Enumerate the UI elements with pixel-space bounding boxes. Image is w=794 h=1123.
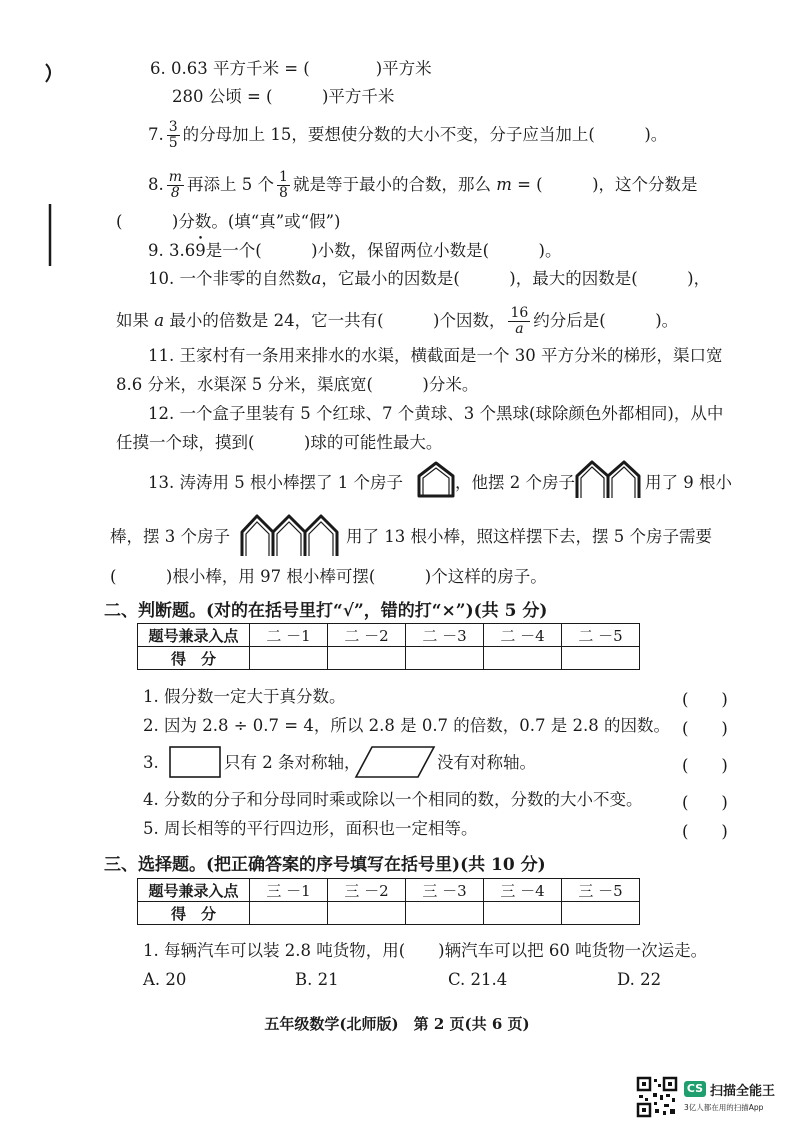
camscanner-tagline: 3亿人都在用的扫描App <box>684 1103 764 1112</box>
q8-line2: ( )分数。(填“真”或“假”) <box>116 212 341 231</box>
q7-frac-num: 3 <box>168 119 178 135</box>
section3-score-cell[interactable] <box>406 902 484 925</box>
section3-score-cell[interactable] <box>562 902 640 925</box>
section2-score-cell[interactable] <box>250 647 328 670</box>
q9-post: 是一个( )小数，保留两位小数是( )。 <box>205 241 562 260</box>
q10-text-a: 10. 一个非零的自然数 <box>148 269 312 288</box>
q10-text-b: ，它最小的因数是( )，最大的因数是( )， <box>321 269 711 288</box>
choice-option-b[interactable]: B. 21 <box>295 970 339 989</box>
q12-line1: 12. 一个盒子里装有 5 个红球、7 个黄球、3 个黑球(球除颜色外都相同)，从中 <box>148 404 724 423</box>
camscanner-brand: 扫描全能王 <box>710 1084 776 1099</box>
q13-text-d: 棒，摆 3 个房子 <box>110 527 230 546</box>
section3-score-cell[interactable] <box>328 902 406 925</box>
q12-line2: 任摸一个球，摸到( )球的可能性最大。 <box>116 433 443 452</box>
q8-frac1-den: 8 <box>170 185 180 201</box>
judge-answer-4[interactable]: ( ) <box>682 793 728 812</box>
q11-line1: 11. 王家村有一条用来排水的水渠，横截面是一个 30 平方分米的梯形，渠口宽 <box>148 346 723 365</box>
q13-text-a: 13. 涛涛用 5 根小棒摆了 1 个房子 <box>148 473 403 492</box>
section2-title: 二、判断题。(对的在括号里打“√”，错的打“×”)(共 5 分) <box>104 601 548 621</box>
q11-line2: 8.6 分米，水渠深 5 分米，渠底宽( )分米。 <box>116 375 479 394</box>
section3-score-cell[interactable] <box>250 902 328 925</box>
house-3-figure <box>238 512 342 558</box>
judge-item-5: 5. 周长相等的平行四边形，面积也一定相等。 <box>143 819 478 838</box>
judge-item-4: 4. 分数的分子和分母同时乘或除以一个相同的数，分数的大小不变。 <box>143 790 643 809</box>
section3-table-header: 题号兼录入点 <box>138 879 250 902</box>
q6-line1: 6. 0.63 平方千米 = ( )平方米 <box>150 59 432 78</box>
q10-line2 <box>116 306 678 337</box>
section3-col-5: 三 －5 <box>562 879 640 902</box>
q8-var: m <box>496 175 512 194</box>
rectangle-figure <box>168 745 222 779</box>
section2-table-header: 题号兼录入点 <box>138 624 250 647</box>
q10-line1 <box>148 268 710 290</box>
q10-frac-num: 16 <box>510 305 529 321</box>
judge-answer-5[interactable]: ( ) <box>682 822 728 841</box>
camscanner-logo-icon: CS <box>684 1081 706 1097</box>
q9 <box>148 240 561 262</box>
q7-text: 的分母加上 15，要想使分数的大小不变，分子应当加上( )。 <box>182 125 668 144</box>
q13-text-e: 用了 13 根小棒，照这样摆下去，摆 5 个房子需要 <box>346 527 712 546</box>
q7 <box>148 120 667 151</box>
q10-frac-den: a <box>515 321 524 337</box>
q9-pre: 9. 3.6 <box>148 241 196 260</box>
judge-item-2: 2. 因为 2.8 ÷ 0.7 = 4，所以 2.8 是 0.7 的倍数，0.7 是 2.8 的因数。 <box>143 716 671 735</box>
section2-score-cell[interactable] <box>562 647 640 670</box>
q8-text-c: = ( )，这个分数是 <box>517 175 698 194</box>
q6-line2: 280 公顷 = ( )平方千米 <box>172 87 395 106</box>
q8-text-b: 就是等于最小的合数，那么 <box>292 175 491 194</box>
q13-line3: ( )根小棒，用 97 根小棒可摆( )个这样的房子。 <box>110 567 547 586</box>
judge-answer-2[interactable]: ( ) <box>682 719 728 738</box>
judge-answer-1[interactable]: ( ) <box>682 690 728 709</box>
q7-num: 7. <box>148 125 164 144</box>
section3-score-cell[interactable] <box>484 902 562 925</box>
q10-fraction <box>508 306 530 337</box>
section2-score-cell[interactable] <box>406 647 484 670</box>
q10-text-d: 最小的倍数是 24，它一共有( )个因数， <box>169 311 506 330</box>
q10-text-c: 如果 <box>116 311 149 330</box>
q13-text-b: ，他摆 2 个房子 <box>455 473 575 492</box>
q8-line1 <box>148 170 698 201</box>
section3-col-2: 三 －2 <box>328 879 406 902</box>
q8-frac2-num: 1 <box>279 169 288 185</box>
judge-answer-3[interactable]: ( ) <box>682 756 728 775</box>
choice-option-c[interactable]: C. 21.4 <box>448 970 508 989</box>
q9-repeating-digit: 9 • <box>195 240 206 262</box>
section3-col-1: 三 －1 <box>250 879 328 902</box>
section2-col-3: 二 －3 <box>406 624 484 647</box>
q8-num: 8. <box>148 175 164 194</box>
section2-col-5: 二 －5 <box>562 624 640 647</box>
q8-frac1-num: m <box>168 169 183 185</box>
q13-text-c: 用了 9 根小 <box>645 473 732 492</box>
section2-col-1: 二 －1 <box>250 624 328 647</box>
q7-fraction <box>167 120 180 151</box>
judge-item-1: 1. 假分数一定大于真分数。 <box>143 687 346 706</box>
section2-col-4: 二 －4 <box>484 624 562 647</box>
q8-fraction1 <box>167 170 184 201</box>
q10-var2: a <box>154 311 165 330</box>
margin-mark-bar <box>44 200 56 270</box>
section2-score-cell[interactable] <box>484 647 562 670</box>
judge-item-3-num: 3. <box>143 753 159 772</box>
parallelogram-figure <box>354 745 436 779</box>
q10-var1: a <box>311 269 322 288</box>
house-2-figure <box>573 458 643 500</box>
section3-title: 三、选择题。(把正确答案的序号填写在括号里)(共 10 分) <box>104 855 546 875</box>
choice-q1: 1. 每辆汽车可以装 2.8 吨货物，用( )辆汽车可以把 60 吨货物一次运走。 <box>143 941 708 960</box>
q10-text-e: 约分后是( )。 <box>533 311 679 330</box>
house-1-figure <box>415 460 457 498</box>
choice-option-d[interactable]: D. 22 <box>617 970 662 989</box>
judge-item-3-text-b: 没有对称轴。 <box>437 753 536 772</box>
q7-frac-den: 5 <box>168 135 178 151</box>
q8-text-a: 再添上 5 个 <box>187 175 275 194</box>
section3-score-table <box>137 878 640 925</box>
q8-frac2-den: 8 <box>279 185 288 201</box>
section2-score-table <box>137 623 640 670</box>
choice-option-a[interactable]: A. 20 <box>143 970 187 989</box>
section2-score-label: 得 分 <box>138 647 250 670</box>
qr-code-icon <box>636 1076 678 1118</box>
section3-col-3: 三 －3 <box>406 879 484 902</box>
section3-col-4: 三 －4 <box>484 879 562 902</box>
judge-item-3-text-a: 只有 2 条对称轴， <box>224 753 361 772</box>
section3-score-label: 得 分 <box>138 902 250 925</box>
margin-mark-top <box>40 60 60 86</box>
page-footer: 五年级数学(北师版) 第 2 页(共 6 页) <box>264 1015 530 1033</box>
q8-fraction2 <box>277 170 290 201</box>
section2-score-cell[interactable] <box>328 647 406 670</box>
section2-col-2: 二 －2 <box>328 624 406 647</box>
